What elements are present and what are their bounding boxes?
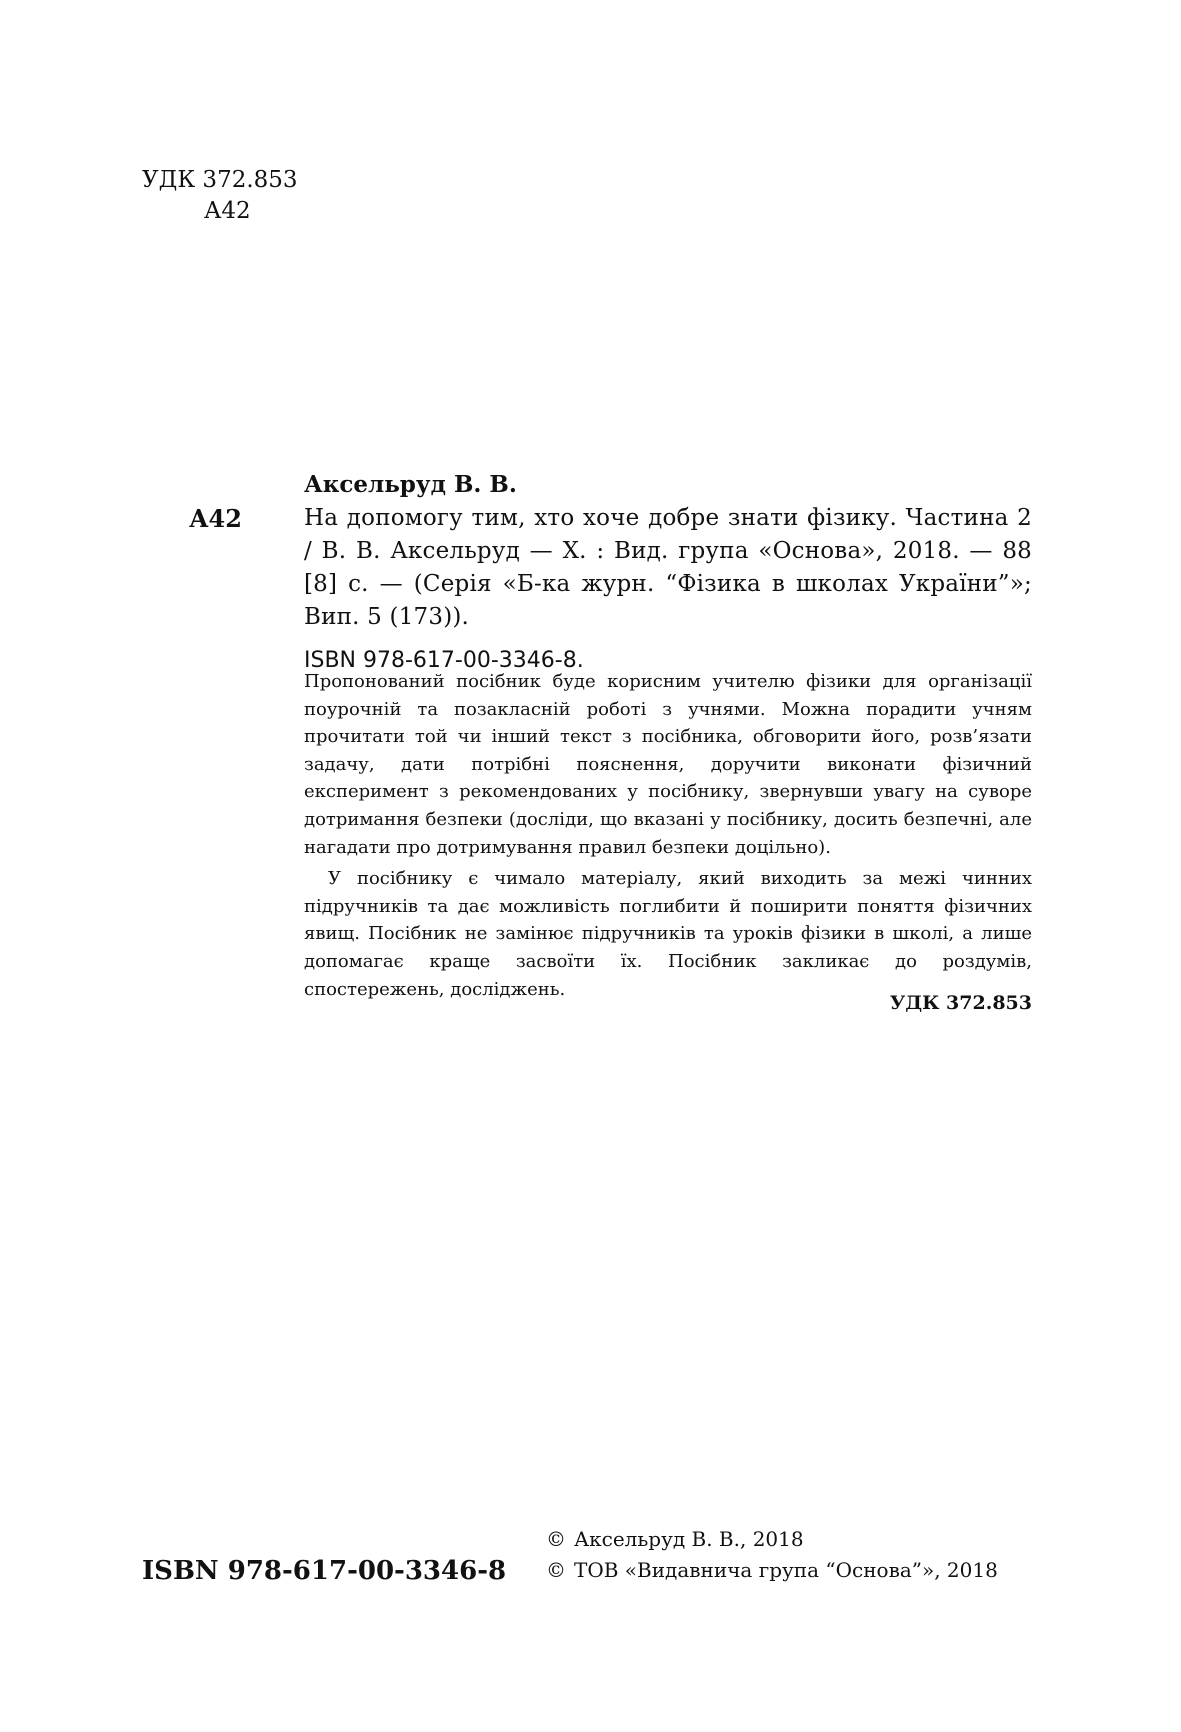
cutter-code: А42	[204, 198, 251, 224]
copyright-block	[546, 1524, 1038, 1586]
annotation-paragraph-2: У посібнику є чимало матеріалу, який виходить за межі чинних підручників та дає можливість поглибити й поширити поняття фізичних явищ. Посібник не замінює підручників та уроків фізики в школі, а лише допомагає краще засвоїти їх. Посібник закликає до роздумів, спостережень, досліджень.	[304, 868, 1032, 1000]
copyright-symbol: ©	[546, 1527, 566, 1551]
annotation-paragraph-1: Пропонований посібник буде корисним учителю фізики для організації поурочній та позакласній роботі з учнями. Можна порадити учням прочитати той чи інший текст з посібника, обговорити його, розв’язати задачу, дати потрібні пояснення, доручити виконати фізичний експеримент з рекомендованих у посібнику, звернувши увагу на суворе дотримання безпеки (досліди, що вказані у посібнику, досить безпечні, але нагадати про дотримування правил безпеки доцільно).	[304, 671, 1032, 858]
copyright-symbol: ©	[546, 1558, 566, 1582]
isbn-record: ISBN 978-617-00-3346-8.	[304, 648, 584, 673]
annotation	[304, 668, 1032, 1003]
copyright-line-publisher	[546, 1555, 1038, 1586]
bibliographic-record	[189, 468, 1032, 677]
copyright-line-author	[546, 1524, 1038, 1555]
udk-footer-code: УДК 372.853	[889, 992, 1032, 1014]
udk-header-block	[142, 165, 298, 227]
cutter-mark: А42	[189, 504, 242, 533]
author-name: Аксельруд В. В.	[304, 471, 517, 498]
copyright-author-text: Аксельруд В. В., 2018	[574, 1527, 804, 1551]
bibliographic-description: На допомогу тим, хто хоче добре знати фізику. Частина 2 / В. В. Аксельруд — Х. : Вид. група «Основа», 2018. — 88 [8] с. — (Серія «Б-ка журн. “Фізика в школах України”»; Вип. 5 (173)).	[304, 505, 1032, 630]
udk-code: УДК 372.853	[142, 167, 298, 193]
copyright-publisher-text: ТОВ «Видавнича група “Основа”», 2018	[574, 1558, 998, 1582]
isbn-footer: ISBN 978-617-00-3346-8	[142, 1556, 507, 1586]
